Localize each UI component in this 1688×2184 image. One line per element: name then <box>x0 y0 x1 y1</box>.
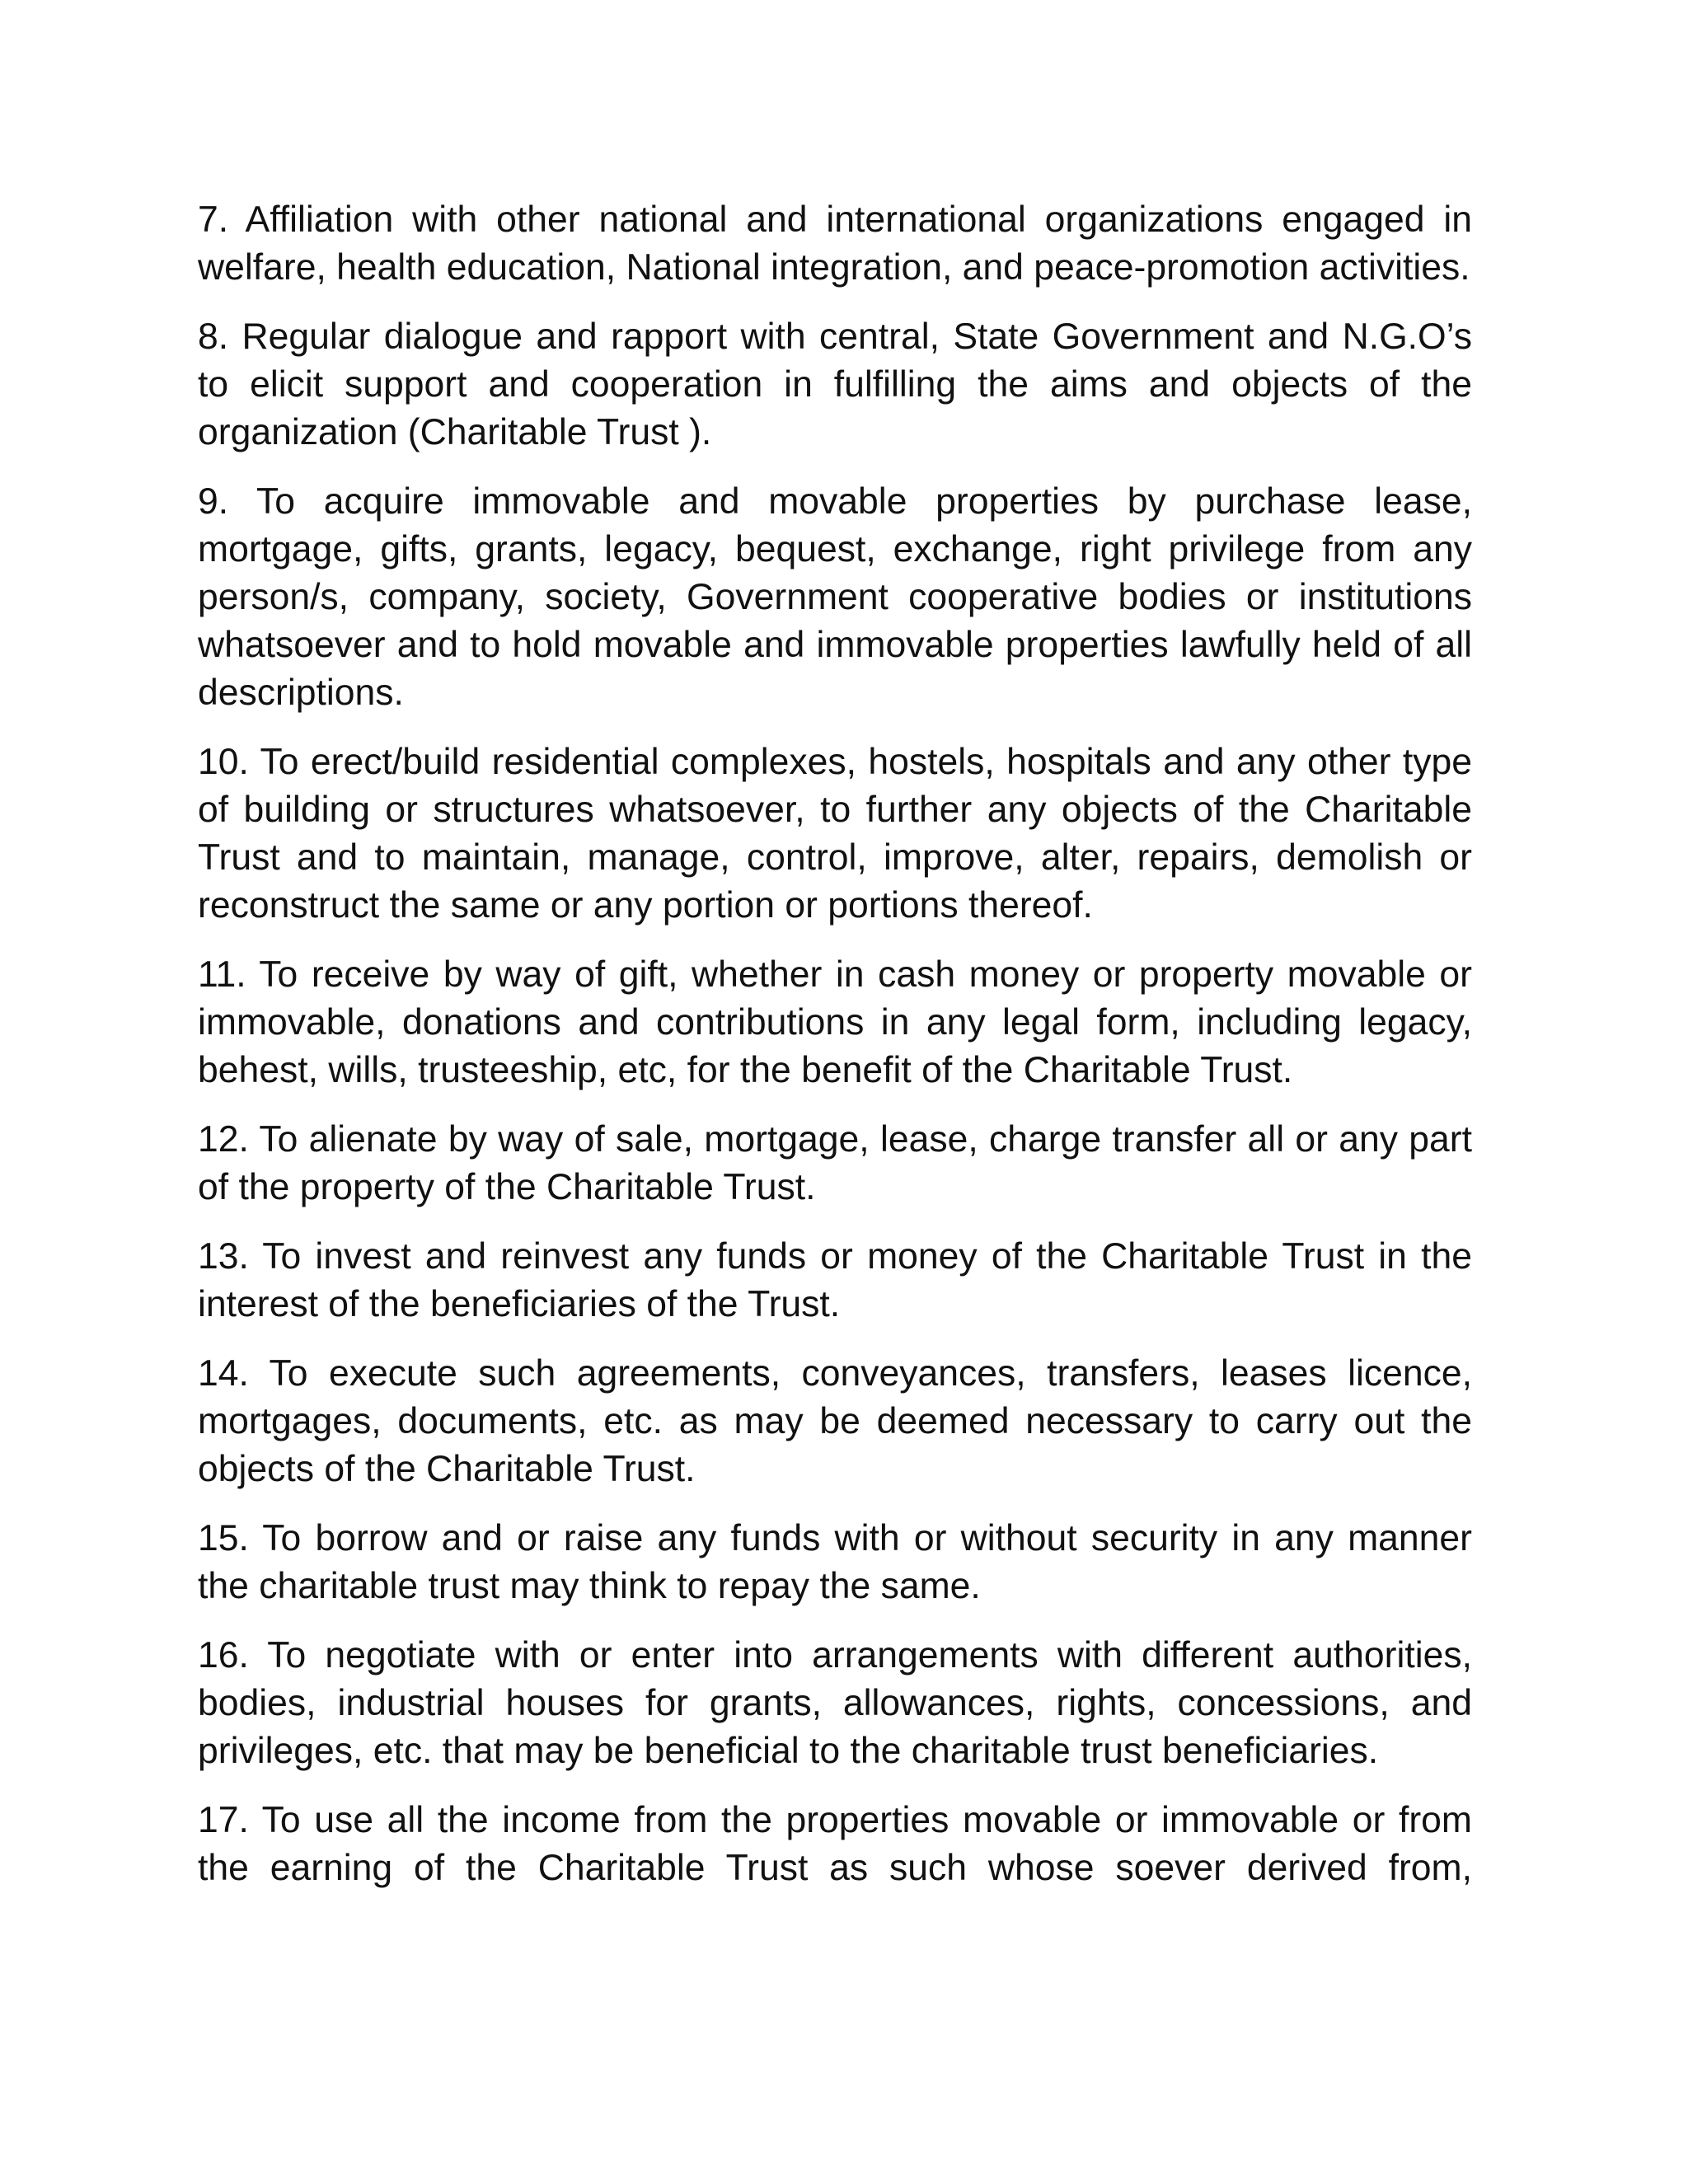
clause-10: 10. To erect/build residential complexes, hostels, hospitals and any other type of building or structures whatsoever, to further any objects of the Charitable Trust and to maintain, manage, control, improve, alter, repairs, demolish or reconstruct the same or any portion or portions thereof. <box>198 742 1472 926</box>
clause-13: 13. To invest and reinvest any funds or money of the Charitable Trust in the interest of the beneficiaries of the Trust. <box>198 1236 1472 1324</box>
clause-17: 17. To use all the income from the properties movable or immovable or from the earning of the Charitable Trust as such whose soever derived from, <box>198 1800 1472 1888</box>
clause-12: 12. To alienate by way of sale, mortgage, lease, charge transfer all or any part of the property of the Charitable Trust. <box>198 1119 1472 1207</box>
document-body <box>198 196 1472 1914</box>
clause-9: 9. To acquire immovable and movable properties by purchase lease, mortgage, gifts, grants, legacy, bequest, exchange, right privilege from any person/s, company, society, Government cooperative bodies or institutions whatsoever and to hold movable and immovable properties lawfully held of all descriptions. <box>198 481 1472 713</box>
clause-8: 8. Regular dialogue and rapport with central, State Government and N.G.O’s to elicit support and cooperation in fulfilling the aims and objects of the organization (Charitable Trust ). <box>198 316 1472 452</box>
clause-15: 15. To borrow and or raise any funds with or without security in any manner the charitable trust may think to repay the same. <box>198 1518 1472 1606</box>
clause-16: 16. To negotiate with or enter into arrangements with different authorities, bodies, industrial houses for grants, allowances, rights, concessions, and privileges, etc. that may be beneficial to the charitable trust beneficiaries. <box>198 1635 1472 1771</box>
clause-14: 14. To execute such agreements, conveyances, transfers, leases licence, mortgages, documents, etc. as may be deemed necessary to carry out the objects of the Charitable Trust. <box>198 1353 1472 1489</box>
clause-11: 11. To receive by way of gift, whether in cash money or property movable or immovable, donations and contributions in any legal form, including legacy, behest, wills, trusteeship, etc, for the benefit of the Charitable Trust. <box>198 954 1472 1090</box>
clause-7: 7. Affiliation with other national and international organizations engaged in welfare, health education, National integration, and peace-promotion activities. <box>198 199 1472 288</box>
